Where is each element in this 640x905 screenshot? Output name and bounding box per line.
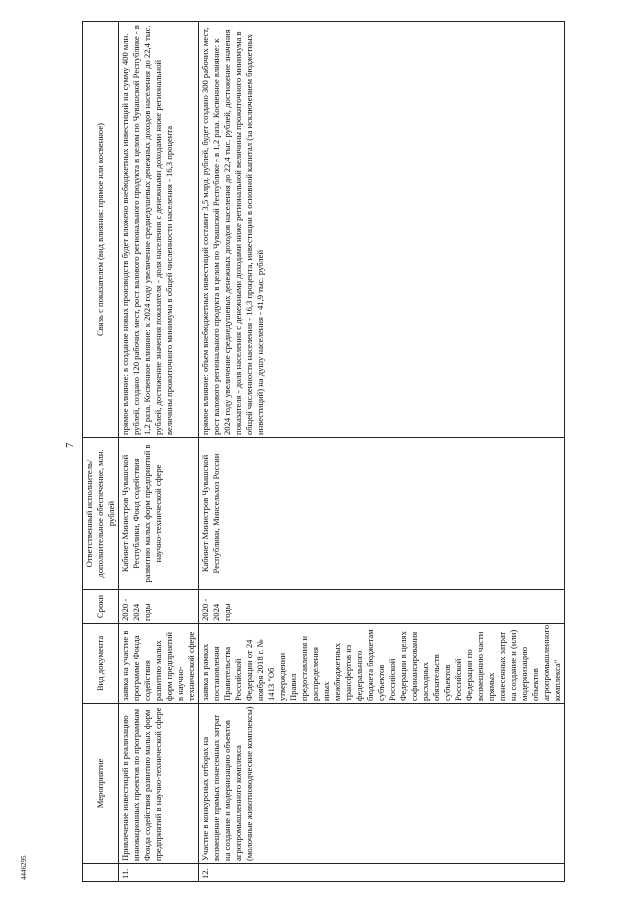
- row-executor: Кабинет Министров Чувашской Республики, Фонд содействия развитию малых форм предприятий в научно-технической сфере: [119, 438, 199, 590]
- row-relation: прямое влияние: в создание новых производств будет вложено внебюджетных инвестиций на сумму 400 млн. рублей, создано 120 рабочих мест, рост валового регионального продукта в целом по Чувашской Республике - в 1,2 раза. Косвенное влияние: к 2024 году увеличение среднедушевых денежных доходов населения до 22,4 тыс. рублей, достижение значения показателя - доля населения с денежными доходами ниже региональной величины прожиточного минимума в общей численности населения - 16,3 процента: [119, 22, 199, 438]
- row-number: 12.: [199, 864, 565, 882]
- table-row: [199, 22, 565, 882]
- header-event: Мероприятие: [83, 704, 119, 864]
- row-number: 11.: [119, 864, 199, 882]
- row-terms: 2020 - 2024 годы: [199, 590, 565, 624]
- document-code: 4446295: [20, 855, 28, 880]
- header-number: [83, 864, 119, 882]
- header-terms: Сроки: [83, 590, 119, 624]
- page-number: 7: [64, 442, 76, 448]
- header-executor: Ответственный исполнитель/ дополнительное обеспечение, млн. рублей: [83, 438, 119, 590]
- measures-table: [82, 21, 565, 882]
- row-terms: 2020 - 2024 годы: [119, 590, 199, 624]
- row-doc-type: заявка в рамках постановления Правительства Российской Федерации от 24 ноября 2018 г. № 1413 "Об утверждении Правил предоставления и распределения иных межбюджетных трансфертов из федерального бюджета бюджетам субъектов Российской Федерации в целях софинансирования расходных обязательств субъектов Российской Федерации по возмещению части прямых понесенных затрат на создание и (или) модернизацию объектов агропромышленного комплекса": [199, 624, 565, 704]
- table-row: [119, 22, 199, 882]
- header-doc-type: Вид документа: [83, 624, 119, 704]
- row-doc-type: заявка на участие в программе Фонда содействия развитию малых форм предприятий в научно-технической сфере: [119, 624, 199, 704]
- row-executor: Кабинет Министров Чувашской Республики, Минсельхоз России: [199, 438, 565, 590]
- row-event: Привлечение инвестиций в реализацию инновационных проектов по программам Фонда содействия развитию малых форм предприятий в научно-технической сфере: [119, 704, 199, 864]
- row-relation: прямое влияние: объем внебюджетных инвестиций составит 3,5 млрд. рублей, будет создано 300 рабочих мест, рост валового регионального продукта в целом по Чувашской Республике - в 1,2 раза. Косвенное влияние: к 2024 году увеличение среднедушевых денежных доходов населения до 22,4 тыс. рублей, достижение значения показателя - доля населения с денежными доходами ниже региональной величины прожиточного минимума в общей численности населения - 16,3 процента, инвестиции в основной капитал (за исключением бюджетных инвестиций) на душу населения - 41,9 тыс. рублей: [199, 22, 565, 438]
- header-relation: Связь с показателем (вид влияния: прямое или косвенное): [83, 22, 119, 438]
- row-event: Участие в конкурсных отборах на возмещение прямых понесенных затрат на создание и модернизацию объектов агропромышленного комплекса (молочные животноводческие комплексы): [199, 704, 565, 864]
- table-header: [83, 22, 119, 882]
- rotated-page: [82, 22, 612, 882]
